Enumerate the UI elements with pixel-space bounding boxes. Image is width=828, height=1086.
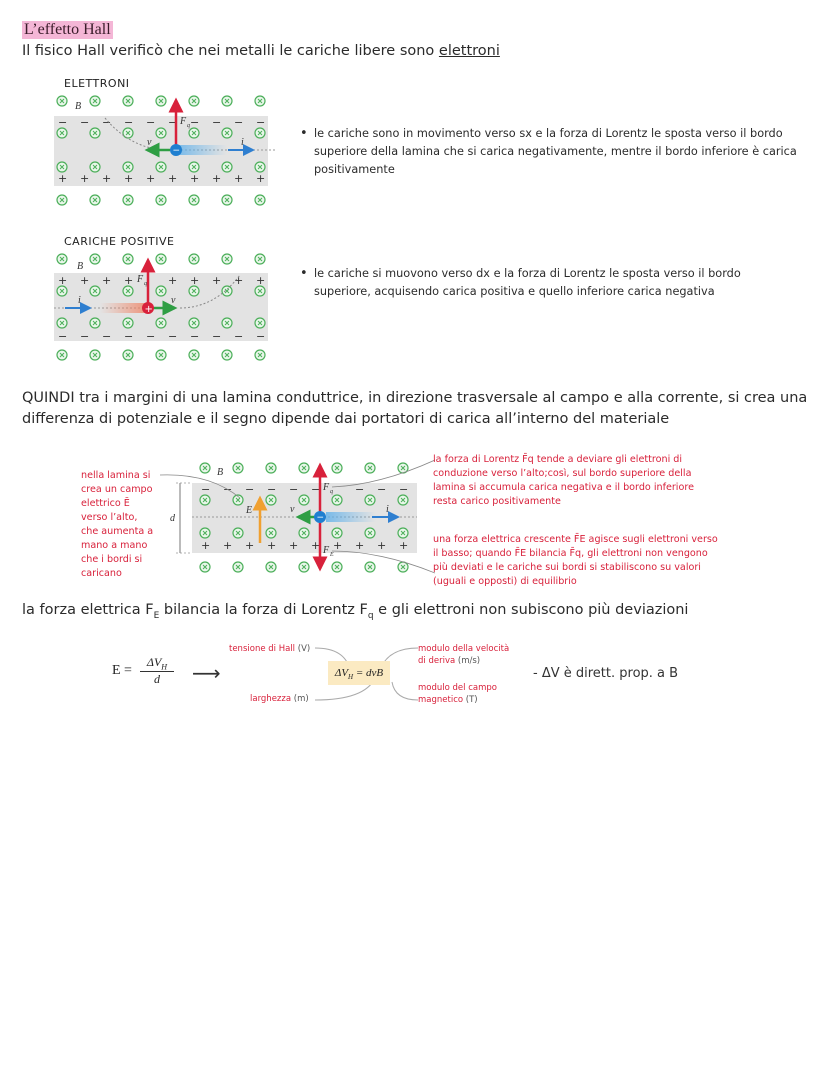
svg-text:+: + — [168, 274, 178, 287]
svg-text:q: q — [330, 489, 333, 495]
svg-text:−: − — [190, 330, 200, 343]
svg-text:+: + — [58, 172, 68, 185]
label-velocita: modulo della velocità di deriva (m/s) — [418, 644, 510, 666]
svg-text:+: + — [333, 539, 343, 552]
svg-text:−: − — [102, 330, 112, 343]
svg-text:−: − — [190, 116, 200, 129]
label-tensione: tensione di Hall (V) — [229, 644, 311, 654]
svg-text:−: − — [172, 146, 181, 156]
svg-text:+: + — [58, 274, 68, 287]
svg-text:−: − — [316, 513, 325, 523]
svg-text:−: − — [124, 330, 134, 343]
svg-text:E: E — [246, 505, 253, 516]
figure3-left-note: nella lamina si crea un campo elettrico Ē verso l’alto, che aumenta a mano a mano che i bordi si caricano — [81, 470, 154, 579]
svg-text:+: + — [212, 172, 222, 185]
svg-text:−: − — [146, 116, 156, 129]
figure3-diagram — [150, 455, 435, 580]
svg-text:−: − — [355, 483, 365, 496]
svg-text:q: q — [144, 281, 147, 287]
formula-box: $\Delta V_H$ = dvB — [328, 661, 390, 685]
fe-vector: $F_E$ — [145, 602, 160, 621]
svg-text:+: + — [102, 172, 112, 185]
svg-text:−: − — [58, 330, 68, 343]
page-title: L’effetto Hall — [24, 21, 111, 38]
intro-underlined: elettroni — [438, 43, 500, 59]
svg-text:−: − — [399, 483, 409, 496]
figure1-bullet: • le cariche sono in movimento verso sx e la forza di Lorentz le sposta verso il bordo superiore della lamina che si carica negativamente, mentre il bordo inferiore è carica positivamente — [300, 125, 810, 179]
svg-text:+: + — [124, 274, 134, 287]
svg-text:−: − — [102, 116, 112, 129]
svg-text:−: − — [168, 116, 178, 129]
svg-text:+: + — [201, 539, 211, 552]
formula-e-lhs: E = — [112, 663, 132, 678]
figure2-label: CARICHE POSITIVE — [64, 235, 175, 248]
svg-text:+: + — [144, 304, 153, 315]
figure1-label: ELETTRONI — [64, 77, 130, 90]
svg-text:−: − — [168, 330, 178, 343]
svg-text:B: B — [75, 101, 82, 112]
svg-text:+: + — [168, 172, 178, 185]
svg-text:−: − — [80, 330, 90, 343]
svg-text:−: − — [146, 330, 156, 343]
label-campo: modulo del campo magnetico (T) — [418, 683, 497, 705]
fq-vector: $F_q$ — [359, 602, 374, 621]
svg-text:+: + — [289, 539, 299, 552]
svg-text:i: i — [241, 137, 244, 148]
svg-text:q: q — [187, 123, 190, 129]
svg-text:+: + — [245, 539, 255, 552]
svg-text:F: F — [323, 545, 330, 556]
arrow-icon: ⟶ — [192, 661, 221, 685]
svg-text:v: v — [171, 295, 176, 306]
svg-text:F: F — [137, 274, 144, 285]
svg-text:+: + — [190, 172, 200, 185]
svg-text:−: − — [80, 116, 90, 129]
svg-text:+: + — [355, 539, 365, 552]
svg-text:−: − — [212, 116, 222, 129]
svg-text:+: + — [256, 172, 266, 185]
svg-text:−: − — [256, 116, 266, 129]
proportionality-note: - ΔV è dirett. prop. a B — [533, 666, 679, 681]
figure2-diagram — [50, 250, 275, 365]
svg-text:+: + — [311, 539, 321, 552]
svg-text:−: − — [212, 330, 222, 343]
svg-text:−: − — [245, 483, 255, 496]
svg-text:v: v — [147, 137, 152, 148]
svg-text:−: − — [201, 483, 211, 496]
svg-text:−: − — [311, 483, 321, 496]
svg-text:+: + — [377, 539, 387, 552]
svg-text:−: − — [377, 483, 387, 496]
figure3-top-note: la forza di Lorentz F̄q tende a deviare gli elettroni di conduzione verso l’alto;così, sul bordo superiore della lamina si accumula carica negativa e il bordo inferiore resta carico positivamente — [433, 454, 694, 507]
svg-text:d: d — [170, 513, 175, 524]
figure1-diagram — [50, 90, 275, 210]
svg-text:+: + — [234, 172, 244, 185]
formula-e-fraction: $\Delta V_H$ d — [140, 655, 174, 687]
svg-text:i: i — [78, 295, 81, 306]
figure2-bullet: • le cariche si muovono verso dx e la forza di Lorentz le sposta verso il bordo superiore, acquisendo carica positiva e quello inferiore carica negativa — [300, 265, 780, 301]
svg-text:−: − — [223, 483, 233, 496]
intro-text: Il fisico Hall verificò che nei metalli le cariche libere sono elettroni — [22, 43, 500, 59]
svg-text:F: F — [180, 116, 187, 127]
svg-text:−: − — [234, 116, 244, 129]
svg-text:−: − — [124, 116, 134, 129]
balance-sentence: la forza elettrica $F_E$ bilancia la forza di Lorentz $F_q$ e gli elettroni non subiscono più deviazioni — [22, 602, 689, 621]
quindi-paragraph: QUINDI tra i margini di una lamina conduttrice, in direzione trasversale al campo e alla corrente, si crea una differenza di potenziale e il segno dipende dai portatori di carica all’interno del materiale — [22, 390, 808, 427]
svg-text:F: F — [323, 482, 330, 493]
svg-text:+: + — [267, 539, 277, 552]
svg-text:i: i — [386, 504, 389, 515]
svg-text:−: − — [289, 483, 299, 496]
svg-text:+: + — [146, 172, 156, 185]
svg-text:+: + — [399, 539, 409, 552]
svg-text:E: E — [330, 552, 334, 558]
svg-text:B: B — [77, 261, 84, 272]
svg-text:+: + — [212, 274, 222, 287]
figure3-bottom-note: una forza elettrica crescente F̄E agisce sugli elettroni verso il basso; quando F̄E bilancia F̄q, gli elettroni non vengono più deviati e le cariche sui bordi si stabiliscono su valori (uguali e opposti) di equilibrio — [433, 534, 718, 587]
svg-text:+: + — [124, 172, 134, 185]
svg-text:+: + — [80, 274, 90, 287]
svg-text:+: + — [256, 274, 266, 287]
svg-text:−: − — [58, 116, 68, 129]
svg-text:v: v — [290, 504, 295, 515]
label-larghezza: larghezza (m) — [250, 694, 309, 704]
svg-text:+: + — [234, 274, 244, 287]
svg-text:+: + — [223, 539, 233, 552]
svg-text:+: + — [190, 274, 200, 287]
svg-text:−: − — [256, 330, 266, 343]
svg-text:+: + — [102, 274, 112, 287]
svg-text:−: − — [267, 483, 277, 496]
svg-text:+: + — [80, 172, 90, 185]
svg-text:B: B — [217, 467, 224, 478]
svg-text:−: − — [234, 330, 244, 343]
